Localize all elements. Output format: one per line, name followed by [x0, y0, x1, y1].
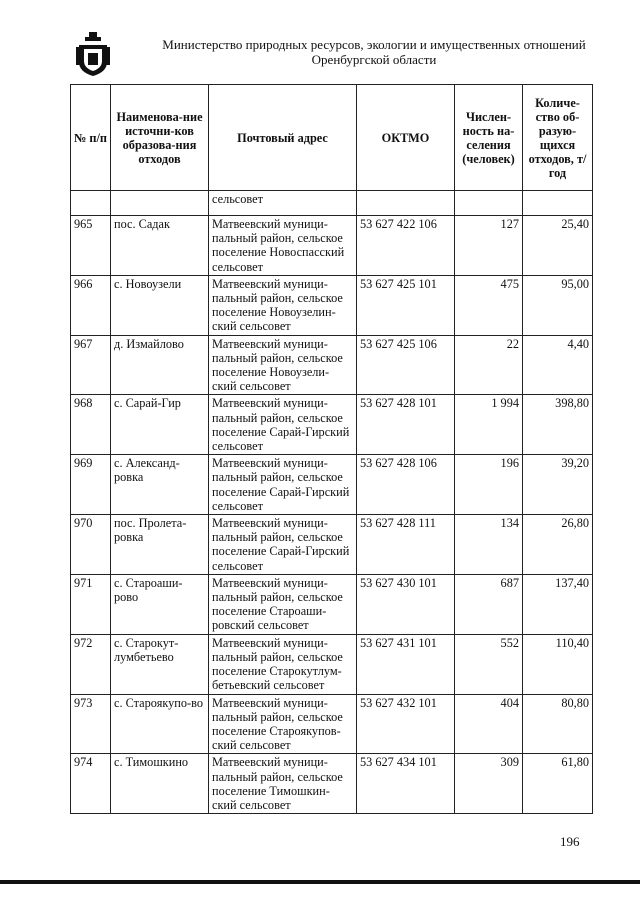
source-name: с. Александ-ровка	[111, 455, 209, 515]
waste-amount: 110,40	[523, 634, 593, 694]
oktmo-code: 53 627 431 101	[357, 634, 455, 694]
population: 22	[455, 335, 523, 395]
waste-amount: 61,80	[523, 754, 593, 814]
table-row	[71, 455, 593, 515]
population: 196	[455, 455, 523, 515]
table-row	[71, 275, 593, 335]
waste-amount: 95,00	[523, 275, 593, 335]
page-number: 196	[560, 834, 580, 849]
ministry-title	[134, 37, 614, 67]
source-name: с. Новоузели	[111, 275, 209, 335]
postal-address: Матвеевский муници-пальный район, сельское поселение Сарай-Гирский сельсовет	[209, 395, 357, 455]
postal-address: Матвеевский муници-пальный район, сельское поселение Новоузели-ский сельсовет	[209, 335, 357, 395]
waste-amount: 398,80	[523, 395, 593, 455]
table-row	[71, 694, 593, 754]
population: 309	[455, 754, 523, 814]
table-header-row	[71, 85, 593, 191]
column-header-no: № п/п	[71, 85, 111, 191]
waste-sources-table	[70, 84, 593, 814]
source-name: с. Сарай-Гир	[111, 395, 209, 455]
waste-amount: 26,80	[523, 515, 593, 575]
population: 552	[455, 634, 523, 694]
population: 134	[455, 515, 523, 575]
oktmo-code: 53 627 422 106	[357, 216, 455, 276]
source-name: с. Староякупо-во	[111, 694, 209, 754]
source-name: д. Измайлово	[111, 335, 209, 395]
table-cell	[523, 191, 593, 216]
row-number: 974	[71, 754, 111, 814]
row-number: 973	[71, 694, 111, 754]
source-name: с. Староаши-рово	[111, 574, 209, 634]
waste-amount: 4,40	[523, 335, 593, 395]
oktmo-code: 53 627 432 101	[357, 694, 455, 754]
waste-amount: 137,40	[523, 574, 593, 634]
postal-address: Матвеевский муници-пальный район, сельское поселение Староякупов-ский сельсовет	[209, 694, 357, 754]
postal-address: Матвеевский муници-пальный район, сельское поселение Старокутлум-бетьевский сельсовет	[209, 634, 357, 694]
postal-address: Матвеевский муници-пальный район, сельское поселение Новоспасский сельсовет	[209, 216, 357, 276]
postal-address: Матвеевский муници-пальный район, сельское поселение Сарай-Гирский сельсовет	[209, 455, 357, 515]
row-number: 969	[71, 455, 111, 515]
postal-address: Матвеевский муници-пальный район, сельское поселение Новоузелин-ский сельсовет	[209, 275, 357, 335]
column-header-address: Почтовый адрес	[209, 85, 357, 191]
table-row	[71, 574, 593, 634]
oktmo-code: 53 627 434 101	[357, 754, 455, 814]
oktmo-code: 53 627 428 106	[357, 455, 455, 515]
oktmo-code: 53 627 430 101	[357, 574, 455, 634]
table-row	[71, 335, 593, 395]
oktmo-code: 53 627 425 106	[357, 335, 455, 395]
table-cell	[111, 191, 209, 216]
ministry-title-line1: Министерство природных ресурсов, экологии и имущественных отношений	[162, 37, 586, 52]
table-cell	[357, 191, 455, 216]
table-row	[71, 634, 593, 694]
source-name: пос. Пролета-ровка	[111, 515, 209, 575]
oktmo-code: 53 627 428 101	[357, 395, 455, 455]
page-header	[68, 28, 628, 78]
row-number: 967	[71, 335, 111, 395]
oktmo-code: 53 627 428 111	[357, 515, 455, 575]
table-row	[71, 754, 593, 814]
table-row	[71, 515, 593, 575]
continuation-cell: сельсовет	[209, 191, 357, 216]
postal-address: Матвеевский муници-пальный район, сельское поселение Сарай-Гирский сельсовет	[209, 515, 357, 575]
table-row	[71, 395, 593, 455]
population: 687	[455, 574, 523, 634]
population: 404	[455, 694, 523, 754]
waste-amount: 39,20	[523, 455, 593, 515]
source-name: с. Старокут-лумбетьево	[111, 634, 209, 694]
column-header-waste: Количе-ство об-разую-щихся отходов, т/год	[523, 85, 593, 191]
table-cell	[71, 191, 111, 216]
row-number: 965	[71, 216, 111, 276]
row-number: 972	[71, 634, 111, 694]
postal-address: Матвеевский муници-пальный район, сельское поселение Тимошкин-ский сельсовет	[209, 754, 357, 814]
row-number: 968	[71, 395, 111, 455]
source-name: с. Тимошкино	[111, 754, 209, 814]
waste-amount: 25,40	[523, 216, 593, 276]
column-header-oktmo: ОКТМО	[357, 85, 455, 191]
postal-address: Матвеевский муници-пальный район, сельское поселение Староаши-ровский сельсовет	[209, 574, 357, 634]
column-header-population: Числен-ность на-селения (человек)	[455, 85, 523, 191]
row-number: 966	[71, 275, 111, 335]
population: 1 994	[455, 395, 523, 455]
row-number: 971	[71, 574, 111, 634]
population: 475	[455, 275, 523, 335]
table-row	[71, 216, 593, 276]
table-cell	[455, 191, 523, 216]
bottom-rule	[0, 880, 640, 884]
coat-of-arms-icon	[76, 32, 110, 76]
column-header-name: Наименова-ние источни-ков образова-ния отходов	[111, 85, 209, 191]
ministry-title-line2: Оренбургской области	[311, 52, 437, 67]
oktmo-code: 53 627 425 101	[357, 275, 455, 335]
row-number: 970	[71, 515, 111, 575]
continuation-row	[71, 191, 593, 216]
population: 127	[455, 216, 523, 276]
source-name: пос. Садак	[111, 216, 209, 276]
waste-amount: 80,80	[523, 694, 593, 754]
